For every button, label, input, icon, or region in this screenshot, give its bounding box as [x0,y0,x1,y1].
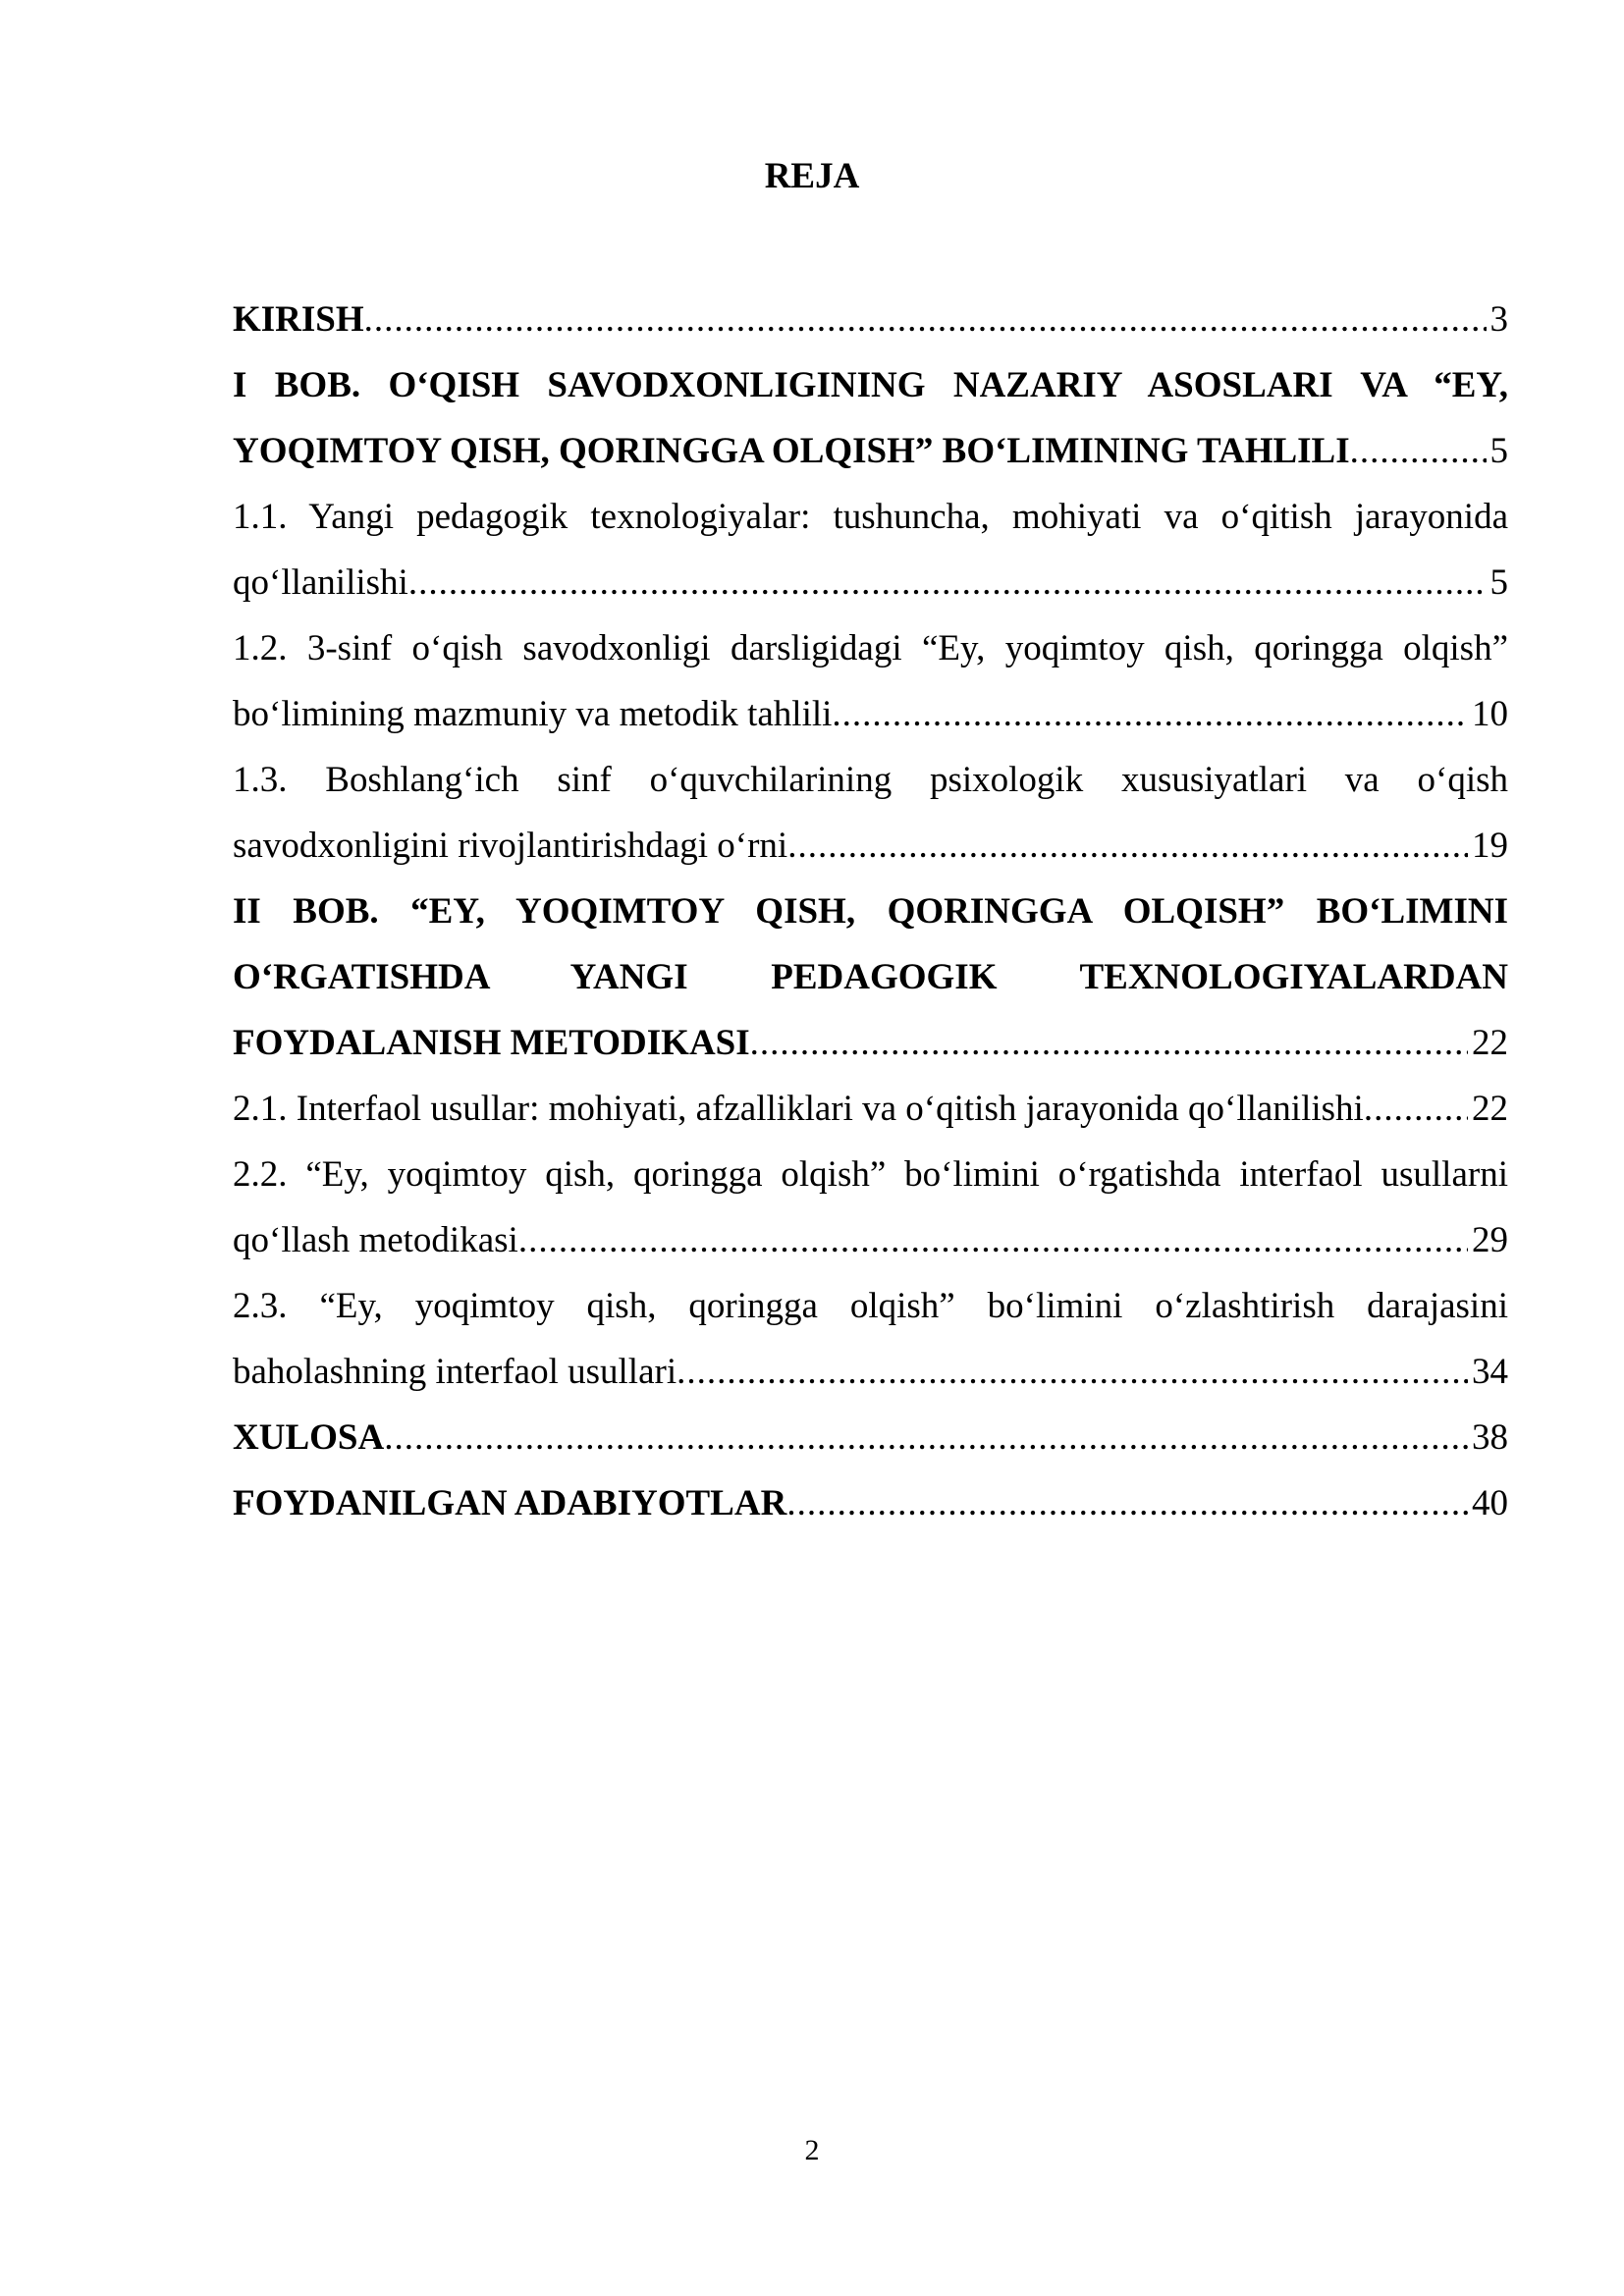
page-title: REJA [764,156,860,196]
toc-page-number: 5 [1489,431,1508,471]
dot-leader [786,1470,1468,1536]
toc-entry[interactable] [233,1273,1508,1405]
toc-entry-last-line [233,418,1508,484]
toc-page-number: 40 [1472,1483,1508,1523]
toc-entry-line: II BOB. “EY, YOQIMTOY QISH, QORINGGA OLQISH” BO‘LIMINI [233,891,1508,932]
dot-leader [677,1339,1468,1405]
toc-entry-line: 2.3. “Ey, yoqimtoy qish, qoringga olqish” bo‘limini o‘zlashtirish darajasini [233,1286,1508,1326]
toc-entry-line: 2.2. “Ey, yoqimtoy qish, qoringga olqish” bo‘limini o‘rgatishda interfaol usullarni [233,1154,1508,1195]
toc-page-number: 29 [1472,1220,1508,1260]
toc-entry-last-line [233,1207,1508,1273]
dot-leader [364,287,1487,352]
toc-page-number: 22 [1472,1023,1508,1063]
dot-leader [518,1207,1468,1273]
toc-entry-last-line [233,1010,1508,1076]
toc-entry[interactable] [233,1470,1508,1536]
toc-entry-line: 1.2. 3-sinf o‘qish savodxonligi darsligidagi “Ey, yoqimtoy qish, qoringga olqish” [233,628,1508,668]
toc-entry-text: FOYDALANISH METODIKASI [233,1023,750,1063]
toc-entry-text: 2.1. Interfaol usullar: mohiyati, afzalliklari va o‘qitish jarayonida qo‘llanilishi [233,1089,1364,1129]
toc-entry[interactable] [233,1142,1508,1273]
toc-entry-line: 1.3. Boshlang‘ich sinf o‘quvchilarining psixologik xususiyatlari va o‘qish [233,760,1508,800]
toc-entry[interactable] [233,1076,1508,1142]
toc-entry-line: O‘RGATISHDA YANGI PEDAGOGIK TEXNOLOGIYALARDAN [233,957,1508,997]
toc-entry-text: KIRISH [233,299,364,340]
toc-page-number: 34 [1472,1352,1508,1392]
toc-entry[interactable] [233,879,1508,1076]
toc-entry[interactable] [233,484,1508,615]
dot-leader [1364,1076,1468,1142]
dot-leader [787,813,1468,879]
dot-leader [384,1405,1468,1470]
toc-entry-text: qo‘llanilishi [233,562,408,603]
toc-entry-line: 1.1. Yangi pedagogik texnologiyalar: tushuncha, mohiyati va o‘qitish jarayonida [233,497,1508,537]
dot-leader [1350,418,1487,484]
toc-entry-text: FOYDANILGAN ADABIYOTLAR [233,1483,787,1523]
toc-entry-last-line [233,681,1508,747]
dot-leader [832,681,1468,747]
dot-leader [750,1010,1468,1076]
toc-entry-last-line [233,1405,1508,1470]
dot-leader [408,550,1487,615]
toc-entry[interactable] [233,1405,1508,1470]
toc-page-number: 3 [1489,299,1508,340]
toc-entry-text: baholashning interfaol usullari [233,1352,677,1392]
toc-entry-text: XULOSA [233,1417,385,1458]
table-of-contents [233,287,1508,1536]
toc-entry-last-line [233,1470,1508,1536]
toc-entry[interactable] [233,287,1508,352]
toc-page-number: 19 [1472,826,1508,866]
toc-entry-text: qo‘llash metodikasi [233,1220,518,1260]
toc-entry-text: bo‘limining mazmuniy va metodik tahlili [233,694,833,734]
page-number: 2 [804,2134,820,2166]
toc-entry-line: I BOB. O‘QISH SAVODXONLIGINING NAZARIY ASOSLARI VA “EY, [233,365,1508,405]
toc-entry-last-line [233,1339,1508,1405]
toc-page-number: 38 [1472,1417,1508,1458]
toc-page-number: 5 [1489,562,1508,603]
toc-entry-last-line [233,550,1508,615]
toc-entry[interactable] [233,352,1508,484]
toc-page-number: 22 [1472,1089,1508,1129]
toc-entry-text: savodxonligini rivojlantirishdagi o‘rni [233,826,788,866]
toc-entry[interactable] [233,615,1508,747]
toc-entry[interactable] [233,747,1508,879]
toc-entry-last-line [233,287,1508,352]
toc-entry-last-line [233,1076,1508,1142]
toc-page-number: 10 [1472,694,1508,734]
toc-entry-text: YOQIMTOY QISH, QORINGGA OLQISH” BO‘LIMINING TAHLILI [233,431,1350,471]
toc-entry-last-line [233,813,1508,879]
